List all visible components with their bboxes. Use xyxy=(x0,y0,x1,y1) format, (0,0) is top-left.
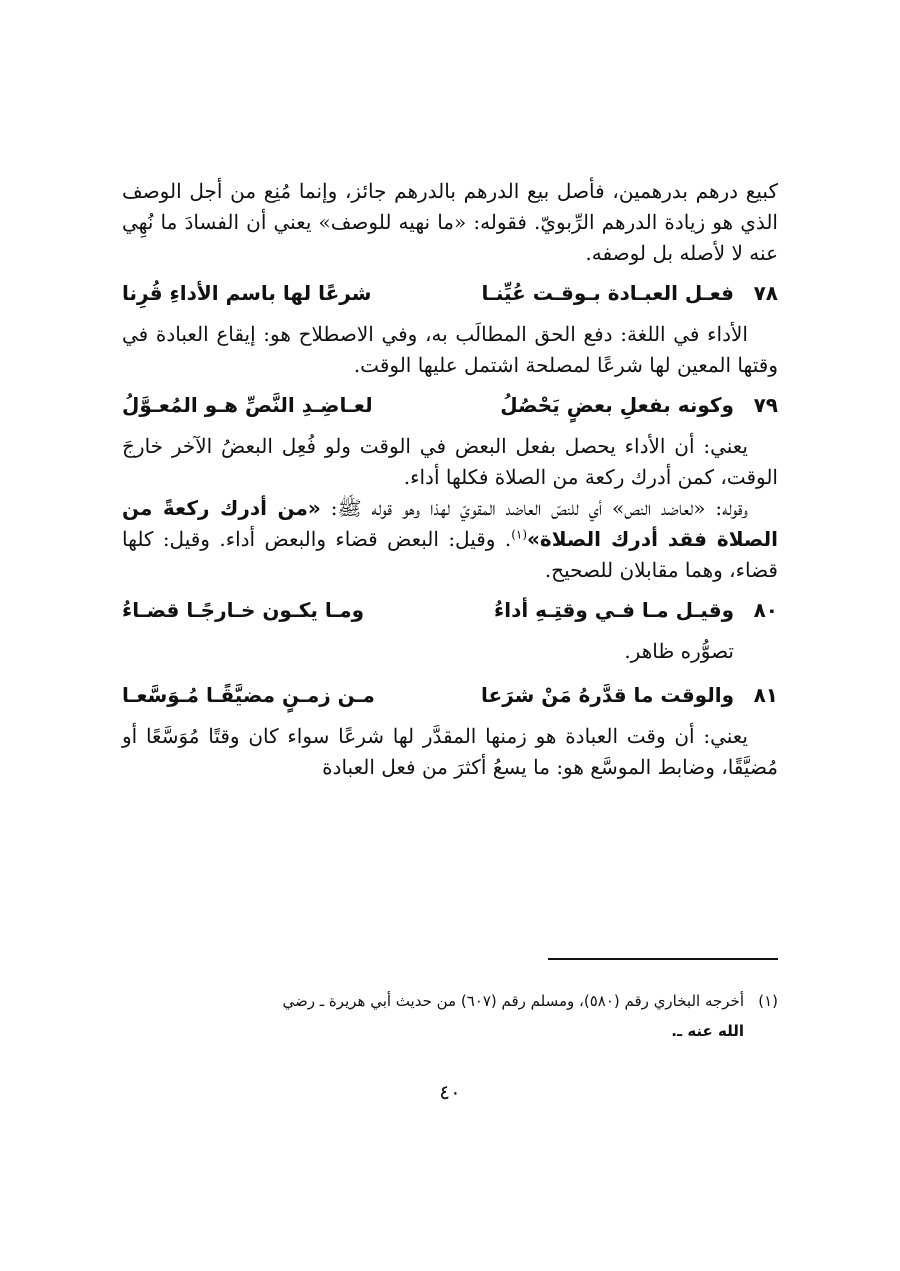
verse-number: ٧٩ xyxy=(753,393,778,417)
verse-line xyxy=(122,590,734,630)
verse-second-hemistich: مـن زمـنٍ مضيَّقًـا مُـوَسَّعـا xyxy=(122,683,375,707)
verse-number: ٨١ xyxy=(753,683,778,707)
footnote-1 xyxy=(122,986,778,1016)
paragraph-79b xyxy=(122,493,778,586)
footnote-continuation: الله عنه ـ. xyxy=(671,1022,744,1040)
verse-number: ٨٠ xyxy=(753,598,778,622)
verse-second-hemistich: شرعًا لها باسم الأداءِ قُرِنا xyxy=(122,281,372,305)
verse-first-hemistich: وكونه بفعلِ بعضٍ يَحْصُلُ xyxy=(500,393,734,417)
verse-first-hemistich: فعـل العبـادة بـوقـت عُيِّنـا xyxy=(481,281,734,305)
verse-first-hemistich: والوقت ما قدَّرهُ مَنْ شرَعا xyxy=(481,683,734,707)
note-80: تصوُّره ظاهر. xyxy=(624,639,734,663)
verse-78 xyxy=(122,273,778,313)
verse-line xyxy=(122,273,734,313)
hadith-quote: «من أدرك ركعةً من الصلاة فقد أدرك الصلاة» xyxy=(122,496,778,551)
paragraph-text: . وقيل: البعض قضاء والبعض أداء. وقيل: كلها قضاء، وهما مقابلان للصحيح. xyxy=(122,527,778,582)
verse-line xyxy=(122,675,734,715)
footnote-text: أخرجه البخاري رقم (٥٨٠)، ومسلم رقم (٦٠٧) من حديث أبي هريرة ـ رضي xyxy=(282,992,744,1010)
verse-81 xyxy=(122,675,778,715)
footnotes xyxy=(122,986,778,1046)
verse-second-hemistich: لعـاضِـدِ النَّصِّ هـو المُعـوَّلُ xyxy=(122,393,373,417)
paragraph-intro: كبيع درهم بدرهمين، فأصل بيع الدرهم بالدرهم جائز، وإنما مُنِع من أجل الوصف الذي هو زيادة الدرهم الرِّبويّ. فقوله: «ما نهيه للوصف» يعني أن الفسادَ ما نُهِي عنه لا لأصله بل لوصفه. xyxy=(122,179,778,265)
paragraph-78: الأداء في اللغة: دفع الحق المطالَب به، وفي الاصطلاح هو: إيقاع العبادة في وقتها المعين لها شرعًا لمصلحة اشتمل عليها الوقت. xyxy=(122,322,778,377)
footnote-divider xyxy=(548,958,778,960)
page-body xyxy=(122,176,778,783)
paragraph-text: وقوله: «لعاضد النص» أي للنصّ العاضد المقويّ لهذا وهو قوله ﷺ: xyxy=(320,496,748,520)
verse-first-hemistich: وقيـل مـا فـي وقتِـهِ أداءُ xyxy=(494,598,734,622)
verse-line xyxy=(122,385,734,425)
page-number: ٤٠ xyxy=(439,1080,461,1104)
verse-79 xyxy=(122,385,778,425)
footnote-reference[interactable]: (١) xyxy=(511,527,528,542)
verse-second-hemistich: ومـا يكـون خـارجًـا قضـاءُ xyxy=(122,598,365,622)
paragraph-81: يعني: أن وقت العبادة هو زمنها المقدَّر لها شرعًا سواء كان وقتًا مُوَسَّعًا أو مُضيَّقًا، وضابط الموسَّع هو: ما يسعُ أكثرَ من فعل العبادة xyxy=(122,724,778,779)
footnote-number: (١) xyxy=(758,992,778,1010)
verse-number: ٧٨ xyxy=(753,281,778,305)
verse-80 xyxy=(122,590,778,630)
paragraph-79a: يعني: أن الأداء يحصل بفعل البعض في الوقت ولو فُعِل البعضُ الآخر خارجَ الوقت، كمن أدرك ركعة من الصلاة فكلها أداء. xyxy=(122,434,778,489)
